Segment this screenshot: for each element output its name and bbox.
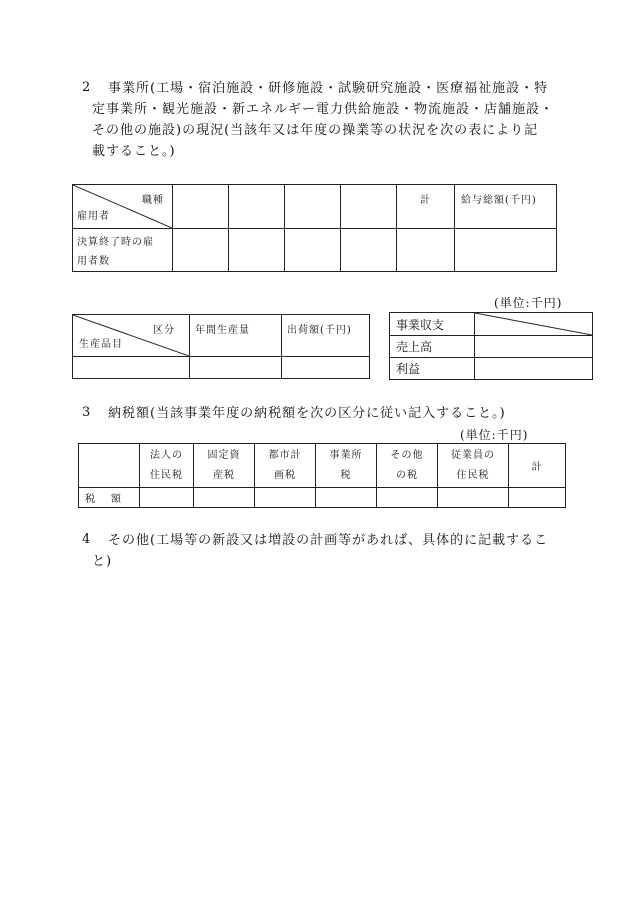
section-4-number: 4 [82, 532, 91, 547]
tax-header-cell [255, 444, 316, 488]
tax-header-cell [438, 444, 509, 488]
section-2-line-3: その他の施設)の現況(当該年又は年度の操業等の状況を次の表により記 [92, 123, 539, 138]
tax-header-line: 従業員の [451, 450, 495, 461]
production-col1-header [190, 315, 282, 357]
balance-header-label: 事業収支 [396, 317, 445, 332]
employment-salary-cell[interactable] [455, 229, 557, 272]
employment-corner-bottom: 雇用者 [77, 211, 110, 222]
employment-row-label-2: 用者数 [77, 256, 110, 267]
tax-blank-header [79, 444, 140, 488]
employment-corner-top: 職種 [142, 195, 164, 206]
tax-header-line: の税 [396, 470, 418, 481]
employment-salary-label: 給与総額(千円) [461, 195, 537, 206]
section-2-text [108, 78, 548, 99]
tax-total-cell[interactable] [509, 488, 566, 508]
tax-header-cell [140, 444, 194, 488]
tax-header-line: 住民税 [150, 470, 183, 481]
tax-header-line: 税 [340, 470, 352, 481]
balance-header-cell [390, 313, 475, 336]
tax-header-line: 産税 [213, 470, 235, 481]
tax-header-line: 事業所 [329, 450, 363, 461]
tax-value-cell[interactable] [255, 488, 316, 508]
production-unit: (単位:千円) [494, 296, 563, 310]
tax-row-label-cell [79, 488, 140, 508]
tax-value-cell[interactable] [377, 488, 438, 508]
tax-header-cell [194, 444, 255, 488]
tax-value-cell[interactable] [140, 488, 194, 508]
tax-header-cell [377, 444, 438, 488]
production-volume-cell[interactable] [190, 357, 282, 379]
section-2-text-cont [92, 99, 554, 162]
employment-value-cell[interactable] [285, 229, 341, 272]
balance-sales-label-cell [390, 336, 475, 358]
employment-value-cell[interactable] [173, 229, 229, 272]
tax-unit: (単位:千円) [460, 428, 529, 442]
employment-table [72, 184, 557, 272]
section-2-line-2: 定事業所・観光施設・新エネルギー電力供給施設・物流施設・店舗施設・ [92, 102, 555, 117]
tax-header-line: 住民税 [456, 470, 490, 481]
tax-table [78, 443, 566, 508]
tax-value-cell[interactable] [194, 488, 255, 508]
tax-header-line: 法人の [150, 450, 183, 461]
employment-job-cell[interactable] [341, 185, 397, 229]
balance-table [389, 312, 593, 380]
balance-sales-value[interactable] [475, 336, 593, 358]
employment-job-cell[interactable] [285, 185, 341, 229]
employment-job-cell[interactable] [173, 185, 229, 229]
production-corner-bottom: 生産品目 [79, 339, 123, 350]
employment-value-cell[interactable] [229, 229, 285, 272]
production-shipment-cell[interactable] [282, 357, 370, 379]
section-3-text: 納税額(当該事業年度の納税額を次の区分に従い記入すること。) [108, 406, 506, 421]
tax-value-cell[interactable] [316, 488, 377, 508]
balance-profit-label: 利益 [396, 362, 421, 376]
section-3-number: 3 [82, 405, 91, 420]
employment-row-label-1: 決算終了時の雇 [77, 237, 154, 248]
tax-header-line: その他 [390, 450, 424, 461]
section-4-line-1: その他(工場等の新設又は増設の計画等があれば、具体的に記載するこ [108, 533, 549, 548]
balance-sales-label: 売上高 [396, 340, 433, 354]
tax-total-header [509, 444, 566, 488]
tax-header-line: 固定資 [207, 450, 241, 461]
tax-value-cell[interactable] [438, 488, 509, 508]
section-2-line-1: 事業所(工場・宿泊施設・研修施設・試験研究施設・医療福祉施設・特 [108, 81, 549, 96]
tax-total-label: 計 [531, 462, 543, 473]
production-corner-top: 区分 [153, 325, 175, 336]
tax-header-line: 都市計 [268, 450, 302, 461]
employment-salary-header [455, 185, 557, 229]
employment-corner-cell [73, 185, 173, 229]
tax-header-cell [316, 444, 377, 488]
balance-profit-value[interactable] [475, 358, 593, 380]
employment-value-cell[interactable] [341, 229, 397, 272]
balance-header-diag [475, 313, 593, 336]
production-table [72, 314, 370, 379]
employment-total-header [397, 185, 455, 229]
section-2-line-4: 載すること。) [92, 144, 176, 159]
balance-profit-label-cell [390, 358, 475, 380]
tax-row-label: 税 額 [85, 494, 124, 505]
tax-header-line: 画税 [274, 470, 296, 481]
section-2-number: 2 [82, 80, 91, 95]
production-col1-label: 年間生産量 [195, 325, 250, 336]
employment-total-cell[interactable] [397, 229, 455, 272]
employment-row-label [73, 229, 173, 272]
production-col2-header [282, 315, 370, 357]
section-4-line-2: と) [92, 554, 113, 569]
employment-total-label: 計 [420, 195, 431, 206]
production-corner-cell [73, 315, 190, 357]
employment-job-cell[interactable] [229, 185, 285, 229]
production-item-cell[interactable] [73, 357, 190, 379]
production-col2-label: 出荷額(千円) [287, 325, 352, 336]
